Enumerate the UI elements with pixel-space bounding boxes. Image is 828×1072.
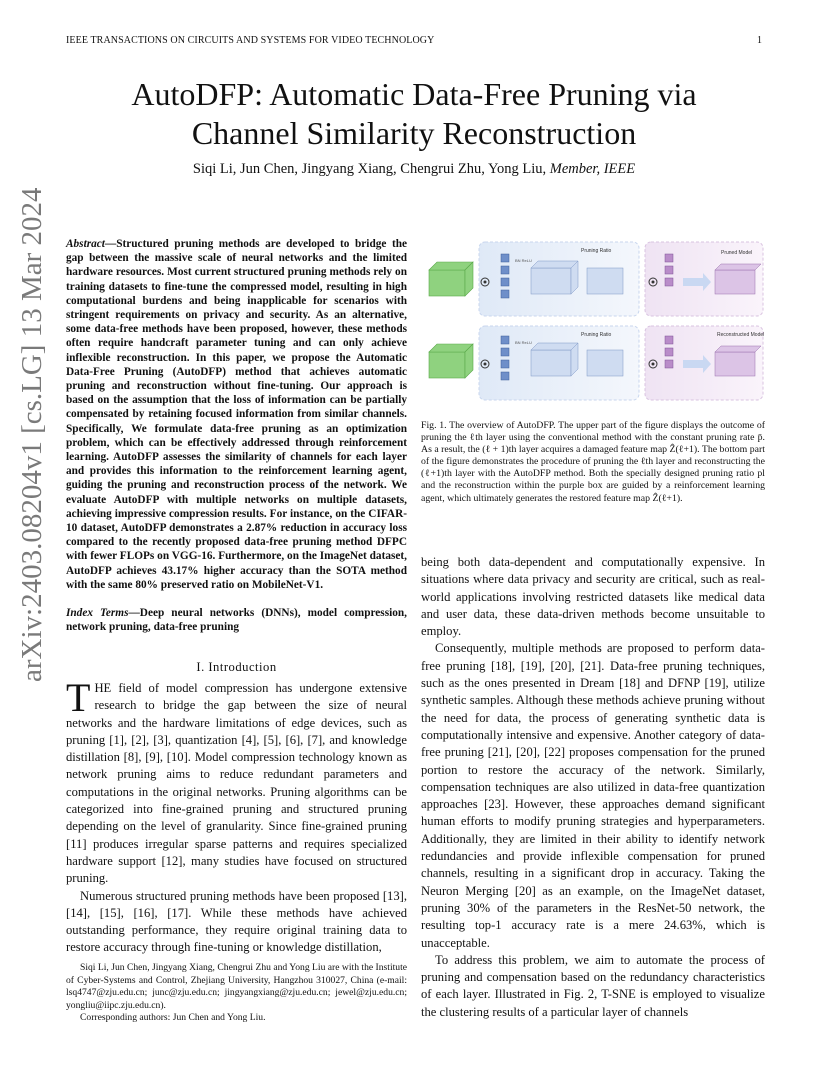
overview-diagram [421, 240, 765, 410]
index-terms [66, 606, 407, 634]
figure-1-caption: Fig. 1. The overview of AutoDFP. The upper part of the figure displays the outcome of pruning the ℓth layer using the conventional method with the constant pruning rate p̄. As a result, the (ℓ + 1)th layer acquires a damaged feature map Ẑ(ℓ+1). The bottom part of the figure demonstrates the procedure of pruning the ℓth layer and reconstructing the (ℓ+1)th layer with the AutoDFP method. Both the specially designed pruning ratio pl and the reconstruction within the purple box are guided by a reinforcement learning agent, which ultimately generates the restored feature map Ẑ(ℓ+1). [421, 420, 765, 504]
abstract-text: —Structured pruning methods are developed to bridge the gap between the massive scale of neural networks and the limited hardware resources. Most current structured pruning methods rely on training datasets to fine-tune the compressed model, resulting in high computational burdens and being inapplicable for scenarios with stringent requirements on privacy and security. As an alternative, some data-free methods have been proposed, however, these methods often require handcraft parameter tuning and can only achieve inflexible reconstruction. In this paper, we propose the Automatic Data-Free Pruning (AutoDFP) method that achieves automatic pruning and reconstruction without fine-tuning. Our approach is based on the assumption that the loss of information can be partially compensated by retaining focused information from similar channels. Specifically, We formulate data-free pruning as an optimization problem, which can be effectively addressed through reinforcement learning. AutoDFP assesses the similarity of channels for each layer and provides this information to the reinforcement learning agent, guiding the pruning and reconstruction process of the network. We evaluate AutoDFP with multiple networks on multiple datasets, achieving impressive compression results. For instance, on the CIFAR-10 dataset, AutoDFP demonstrates a 2.87% reduction in accuracy loss compared to the recently proposed data-free pruning method DFPC with fewer FLOPs on VGG-16. Furthermore, on the ImageNet dataset, AutoDFP achieves 43.17% higher accuracy than the SOTA method with the same 80% preserved ratio on MobileNet-V1. [66, 238, 407, 591]
right-paragraph-1: being both data-dependent and computationally expensive. In situations where data privacy and security are critical, such as real-world applications involving restricted datasets like medical data and user data, these data-driven methods become unsuitable to employ. [421, 555, 765, 639]
label-pruning-ratio-top: Pruning Ratio [581, 248, 612, 254]
drop-cap: T [66, 675, 91, 720]
title-line-1: AutoDFP: Automatic Data-Free Pruning via [131, 76, 697, 112]
intro-paragraph-1-text: field of model compression has undergone extensive research to bridge the gap between the size of neural networks and the hardware limitations of edge devices, such as pruning [1], [2], [3], quantization [4], [5], [6], [7], and knowledge distillation [8], [9], [10]. Model compression technology known as network pruning aims to reduce redundant parameters and computations in the original networks. Pruning algorithms can be categorized into fine-grained pruning and structured pruning depending on the level of granularity. Since fine-grained pruning [11] produces irregular sparse patterns and requires specialized hardware support [12], many studies have focused on structured pruning. [66, 681, 407, 886]
intro-paragraph-2: Numerous structured pruning methods have been proposed [13], [14], [15], [16], [17]. While these methods have achieved outstanding performance, they require original training data to restore accuracy through fine-tuning or knowledge distillation, [66, 888, 407, 955]
footnote-corresponding: Corresponding authors: Jun Chen and Yong Liu. [80, 1012, 266, 1024]
intro-paragraph-1 [66, 675, 407, 888]
index-terms-text: —Deep neural networks (DNNs), model compression, network pruning, data-free pruning [66, 607, 407, 634]
right-column-body [421, 554, 765, 1021]
authors-names: Siqi Li, Jun Chen, Jingyang Xiang, Chengrui Zhu, Yong Liu, [192, 161, 547, 177]
running-header: IEEE TRANSACTIONS ON CIRCUITS AND SYSTEMS FOR VIDEO TECHNOLOGY [66, 35, 435, 46]
intro-lead-word: HE [94, 681, 112, 695]
label-bn-relu-top: BN ReLU [515, 258, 532, 263]
right-paragraph-3: To address this problem, we aim to automate the process of pruning and compensation based on the redundancy characteristics of each layer. Illustrated in Fig. 2, T-SNE is employed to visualize the clustering results of a particular layer of channels [421, 952, 765, 1019]
figure-1 [421, 240, 765, 410]
footnote-affiliation: Siqi Li, Jun Chen, Jingyang Xiang, Chengrui Zhu and Yong Liu are with the Institute of Cyber-Systems and Control, Zhejiang University, Hangzhou 310027, China (e-mail: lsq4747@zju.edu.cn; junc@zju.edu.cn; jingyangxiang@zju.edu.cn; jewel@zju.edu.cn; yongliu@iipc.zju.edu.cn). [66, 962, 407, 1011]
label-bn-relu-bottom: BN ReLU [515, 340, 532, 345]
label-pruning-ratio-bottom: Pruning Ratio [581, 332, 612, 338]
page-number: 1 [757, 35, 763, 46]
label-reconstructed-model: Reconstructed Model [717, 332, 765, 338]
right-paragraph-2: Consequently, multiple methods are proposed to perform data-free pruning [18], [19], [20], [21]. Data-free pruning techniques, such as the ones presented in Dream [18] and DFNP [19], utilize synthetic samples. Although these methods achieve pruning without the need for data, the process of generating synthetic data is computationally intensive and expensive. Another category of data-free pruning [21], [20], [22] proposes compensation for the pruned portion to restore the accuracy of the network. Similarly, compensation techniques are also utilized in data-free quantization approaches [23]. However, these approaches demand significant human efforts to modify pruning strategies and hyperparameters. Additionally, they are limited in their ability to identify network redundancies and provide inflexible compensation for pruned channels, resulting in a significant drop in accuracy. Taking the Neuron Merging [20] as an example, on the ImageNet dataset, pruning 30% of the parameters in the ResNet-50 network, the resulting top-1 accuracy rate is a mere 24.63%, which is unacceptable. [421, 641, 765, 950]
author-list [0, 161, 828, 178]
title-line-2: Channel Similarity Reconstruction [191, 115, 637, 151]
index-terms-label: Index Terms [66, 607, 129, 619]
arxiv-identifier: arXiv:2403.08204v1 [cs.LG] 13 Mar 2024 [16, 187, 48, 682]
introduction-body [66, 675, 407, 957]
authors-membership: Member, IEEE [549, 161, 636, 177]
paper-title [0, 75, 828, 153]
section-heading-introduction: I. Introduction [196, 660, 277, 674]
footnotes [66, 962, 407, 1025]
label-pruned-model: Pruned Model [721, 250, 753, 256]
abstract-label: Abstract [66, 238, 105, 250]
abstract [66, 237, 407, 592]
